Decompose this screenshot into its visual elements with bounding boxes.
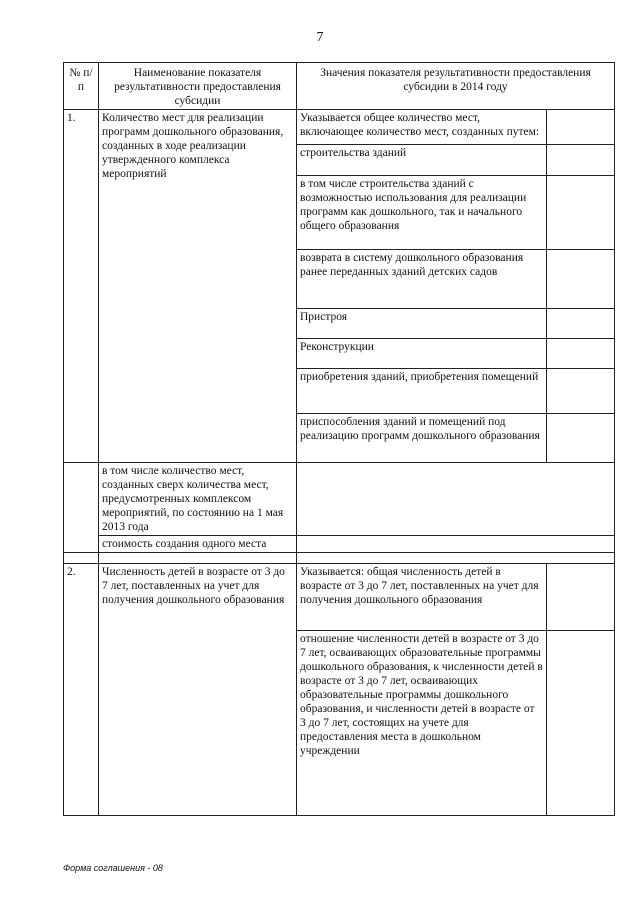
row1-value-intro: Указывается общее количество мест, включающее количество мест, созданных путем:	[297, 110, 547, 145]
value-cell-empty	[547, 309, 615, 339]
value-cell-empty	[547, 145, 615, 176]
row2-value-total: Указывается: общая численность детей в возрасте от 3 до 7 лет, поставленных на учет для получения дошкольного образования	[297, 564, 547, 631]
form-footer: Форма соглашения - 08	[63, 863, 163, 873]
table-row	[64, 463, 615, 536]
value-cell-empty	[547, 564, 615, 631]
row2-value-ratio: отношение численности детей в возрасте от 3 до 7 лет, осваивающих образовательные программы дошкольного образования, к численности детей в возрасте от 3 до 7 лет, осваивающих образовательные программы дошкольного образования, и численности детей в возрасте от 3 до 7 лет, состоящих на учете для предоставления места в дошкольном учреждении	[297, 631, 547, 816]
row1-value-reconstruction: Реконструкции	[297, 339, 547, 369]
value-cell-empty	[547, 250, 615, 309]
page-number: 7	[316, 30, 324, 45]
results-table	[63, 62, 614, 832]
value-cell-empty	[297, 536, 615, 553]
row1-value-construction: строительства зданий	[297, 145, 547, 176]
value-cell-empty	[547, 631, 615, 816]
value-cell-empty	[547, 339, 615, 369]
value-cell-empty	[547, 414, 615, 463]
header-name: Наименование показателя результативности предоставления субсидии	[99, 63, 297, 110]
spacer-cell	[99, 553, 297, 564]
row1-value-return: возврата в систему дошкольного образования ранее переданных зданий детских садов	[297, 250, 547, 309]
table-row	[64, 110, 615, 145]
row1-value-adaptation: приспособления зданий и помещений под реализацию программ дошкольного образования	[297, 414, 547, 463]
table-row	[64, 553, 615, 564]
row1-sub-cost: стоимость создания одного места	[99, 536, 297, 553]
table-row	[64, 536, 615, 553]
value-cell-empty	[547, 176, 615, 250]
row1-name: Количество мест для реализации программ дошкольного образования, созданных в ходе реализации утвержденного комплекса мероприятий	[99, 110, 297, 463]
header-values: Значения показателя результативности предоставления субсидии в 2014 году	[297, 63, 615, 110]
row1-value-acquisition: приобретения зданий, приобретения помещений	[297, 369, 547, 414]
spacer-cell	[64, 553, 99, 564]
header-num: № п/п	[64, 63, 99, 110]
table-row	[64, 564, 615, 631]
row1-value-construction-dual: в том числе строительства зданий с возможностью использования для реализации программ как дошкольного, так и начального общего образования	[297, 176, 547, 250]
value-cell-empty	[297, 463, 615, 536]
row2-name: Численность детей в возрасте от 3 до 7 лет, поставленных на учет для получения дошкольного образования	[99, 564, 297, 816]
value-cell-empty	[547, 369, 615, 414]
value-cell-empty	[547, 110, 615, 145]
row1-num-cont	[64, 463, 99, 553]
row1-num: 1.	[64, 110, 99, 463]
row1-sub-extra-places: в том числе количество мест, созданных сверх количества мест, предусмотренных комплексом мероприятий, по состоянию на 1 мая 2013 года	[99, 463, 297, 536]
row1-value-extension: Пристроя	[297, 309, 547, 339]
spacer-cell	[297, 553, 615, 564]
table-header-row	[64, 63, 615, 110]
row2-num: 2.	[64, 564, 99, 816]
